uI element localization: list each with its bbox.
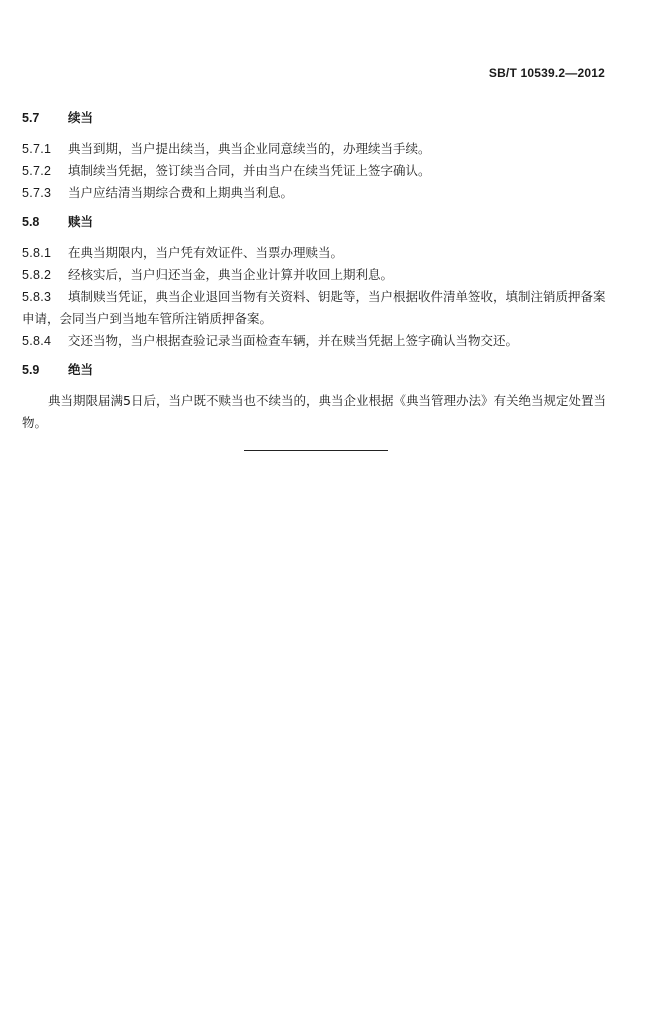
end-rule: [244, 450, 388, 451]
section-title: 续当: [68, 110, 94, 125]
clause-text: 交还当物，当户根据查验记录当面检查车辆，并在赎当凭据上签字确认当物交还。: [68, 333, 519, 348]
clause-number: 5.7.2: [22, 164, 52, 178]
standard-code: SB/T 10539.2—2012: [488, 66, 605, 80]
section-number: 5.7: [22, 111, 40, 125]
clause-number: 5.8.1: [22, 246, 52, 260]
section-heading-5-7: [22, 110, 612, 126]
section-number: 5.9: [22, 363, 40, 377]
clause-number: 5.7.3: [22, 186, 52, 200]
clause-text: 填制赎当凭证，典当企业退回当物有关资料、钥匙等，当户根据收件清单签收，填制注销质押备案申请，会同当户到当地车管所注销质押备案。: [22, 289, 606, 326]
section-number: 5.8: [22, 215, 40, 229]
clause-5-7-2: [22, 160, 612, 182]
section-title: 绝当: [68, 362, 94, 377]
clause-number: 5.8.2: [22, 268, 52, 282]
clause-text: 在典当期限内，当户凭有效证件、当票办理赎当。: [68, 245, 344, 260]
document-body: [22, 110, 612, 434]
clause-5-7-1: [22, 138, 612, 160]
clause-5-8-1: [22, 242, 612, 264]
clause-number: 5.8.4: [22, 334, 52, 348]
clause-5-8-3: [22, 286, 612, 330]
section-paragraph-5-9: 典当期限届满5日后，当户既不赎当也不续当的，典当企业根据《典当管理办法》有关绝当规定处置当物。: [22, 393, 606, 430]
section-heading-5-9: [22, 362, 612, 378]
clause-5-7-3: [22, 182, 612, 204]
clause-5-8-4: [22, 330, 612, 352]
clause-text: 当户应结清当期综合费和上期典当利息。: [68, 185, 294, 200]
clause-number: 5.7.1: [22, 142, 52, 156]
section-heading-5-8: [22, 214, 612, 230]
section-title: 赎当: [68, 214, 94, 229]
clause-text: 填制续当凭据，签订续当合同，并由当户在续当凭证上签字确认。: [68, 163, 431, 178]
clause-number: 5.8.3: [22, 290, 52, 304]
clause-text: 典当到期，当户提出续当，典当企业同意续当的，办理续当手续。: [68, 141, 431, 156]
clause-5-8-2: [22, 264, 612, 286]
clause-text: 经核实后，当户归还当金，典当企业计算并收回上期利息。: [68, 267, 394, 282]
